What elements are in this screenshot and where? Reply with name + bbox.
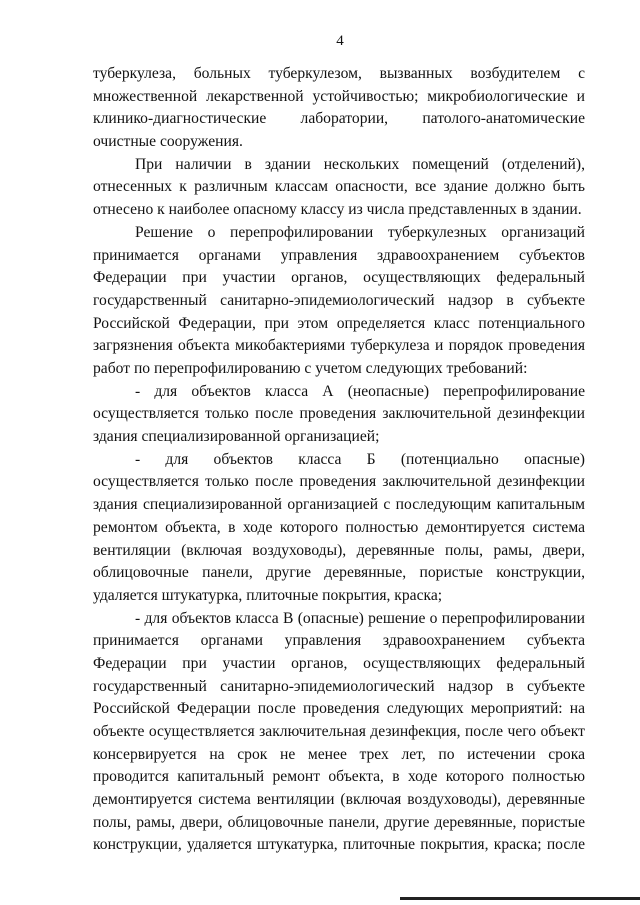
paragraph [93,154,585,222]
paragraph [93,381,585,449]
text-line: осуществляется только после проведения заключительной дезинфекции [93,405,585,423]
text-line: - для объектов класса В (опасные) решение о перепрофилировании [135,609,585,627]
text-line: отнесенных к различным классам опасности, все здание должно быть [93,178,585,196]
document-body [93,63,585,857]
text-line: отнесено к наиболее опасному классу из числа представленных в здании. [93,201,582,219]
text-line: Федерации при участии органов, осуществляющих федеральный [93,654,585,672]
text-line: Российской Федерации, при этом определяется класс потенциального [93,314,585,332]
text-line: загрязнения объекта микобактериями туберкулеза и порядок проведения [93,337,585,355]
text-line: конструкции, удаляется штукатурка, плиточные покрытия, краска; после [93,836,585,854]
text-line: очистные сооружения. [93,133,243,151]
paragraph [93,449,585,608]
text-line: Российской Федерации после проведения следующих мероприятий: на [93,700,585,718]
paragraph [93,63,585,154]
paragraph [93,222,585,381]
text-line: объекте осуществляется заключительная дезинфекция, после чего объект [93,723,585,741]
text-line: здания специализированной организацией с последующим капитальным [93,496,585,514]
text-line: - для объектов класса А (неопасные) перепрофилирование [135,382,585,400]
paragraph [93,608,585,858]
text-line: множественной лекарственной устойчивостью; микробиологические и [93,87,585,105]
text-line: - для объектов класса Б (потенциально опасные) [135,450,585,468]
text-line: вентиляции (включая воздуховоды), деревянные полы, рамы, двери, [93,541,585,559]
text-line: принимается органами управления здравоохранением субъекта [93,632,585,650]
text-line: Решение о перепрофилировании туберкулезных организаций [135,223,585,241]
text-line: При наличии в здании нескольких помещений (отделений), [135,155,585,173]
text-line: туберкулеза, больных туберкулезом, вызванных возбудителем с [93,65,585,82]
text-line: полы, рамы, двери, облицовочные панели, другие деревянные, пористые [93,813,585,831]
text-line: клинико-диагностические лаборатории, патолого-анатомические [93,110,585,128]
text-line: облицовочные панели, другие деревянные, пористые конструкции, [93,564,585,582]
text-line: государственный санитарно-эпидемиологический надзор в субъекте [93,677,585,695]
text-line: демонтируется система вентиляции (включая воздуховоды), деревянные [93,791,585,809]
text-line: проводится капитальный ремонт объекта, в ходе которого полностью [93,768,585,786]
text-line: работ по перепрофилированию с учетом следующих требований: [93,359,528,377]
text-line: Федерации при участии органов, осуществляющих федеральный [93,269,585,287]
text-line: ремонтом объекта, в ходе которого полностью демонтируется система [93,518,585,536]
scan-edge-artifact [400,897,640,900]
text-line: здания специализированной организацией; [93,428,380,446]
text-line: консервируется на срок не менее трех лет, по истечении срока [93,745,585,763]
page-number: 4 [336,33,344,49]
text-line: государственный санитарно-эпидемиологический надзор в субъекте [93,291,585,309]
text-line: принимается органами управления здравоохранением субъектов [93,246,585,264]
text-line: удаляется штукатурка, плиточные покрытия, краска; [93,586,443,604]
text-line: осуществляется только после проведения заключительной дезинфекции [93,473,585,491]
